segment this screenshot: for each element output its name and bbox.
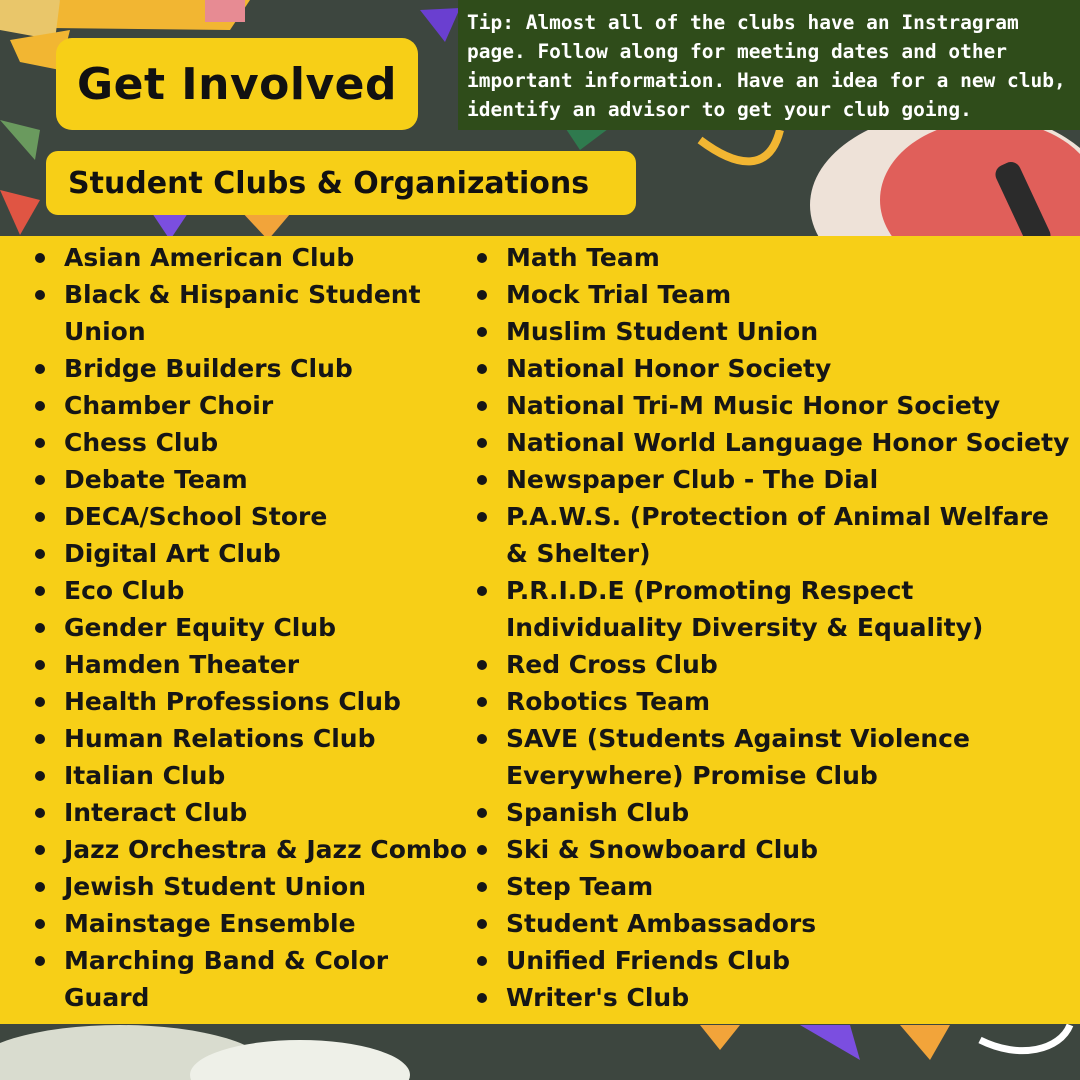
club-name-line: Italian Club [64, 761, 226, 790]
club-name-line: Ski & Snowboard Club [506, 835, 818, 864]
club-list-item [472, 276, 1072, 313]
club-list-item [30, 498, 470, 535]
title-banner [56, 38, 418, 130]
club-name-line: Writer's Club [506, 983, 690, 1012]
club-name-line: National Honor Society [506, 354, 832, 383]
club-name-line: Student Ambassadors [506, 909, 817, 938]
club-name-line: Gender Equity Club [64, 613, 337, 642]
club-list-item [30, 609, 470, 646]
club-name-line: Chamber Choir [64, 391, 274, 420]
club-list-item [30, 794, 470, 831]
club-name-line: Marching Band & Color [64, 946, 389, 975]
club-name-line: Individuality Diversity & Equality) [506, 613, 984, 642]
club-list-item [472, 831, 1072, 868]
clubs-list-right [472, 239, 1072, 1016]
clubs-list-panel [0, 236, 1080, 1024]
club-name-line: Hamden Theater [64, 650, 300, 679]
club-name-line: Spanish Club [506, 798, 690, 827]
subtitle-banner [46, 151, 636, 215]
club-name-line: Step Team [506, 872, 654, 901]
club-list-item [472, 683, 1072, 720]
club-name-line: Red Cross Club [506, 650, 718, 679]
club-name-line: National World Language Honor Society [506, 428, 1070, 457]
club-name-line: Math Team [506, 243, 660, 272]
club-name-line: Robotics Team [506, 687, 711, 716]
club-list-item [30, 276, 470, 350]
club-name-line: Muslim Student Union [506, 317, 819, 346]
club-name-line: Newspaper Club - The Dial [506, 465, 879, 494]
club-name-line: Guard [64, 983, 150, 1012]
club-list-item [472, 646, 1072, 683]
tip-box [458, 0, 1080, 130]
club-list-item [472, 905, 1072, 942]
club-list-item [472, 387, 1072, 424]
club-list-item [30, 720, 470, 757]
club-list-item [30, 461, 470, 498]
club-list-item [30, 535, 470, 572]
club-name-line: Human Relations Club [64, 724, 376, 753]
club-list-item [472, 350, 1072, 387]
club-name-line: National Tri-M Music Honor Society [506, 391, 1001, 420]
club-name-line: Unified Friends Club [506, 946, 790, 975]
club-name-line: Asian American Club [64, 243, 355, 272]
club-list-item [472, 498, 1072, 572]
club-list-item [472, 239, 1072, 276]
club-list-item [30, 350, 470, 387]
club-name-line: Black & Hispanic Student [64, 280, 421, 309]
club-list-item [30, 757, 470, 794]
club-list-item [30, 646, 470, 683]
club-name-line: Bridge Builders Club [64, 354, 353, 383]
club-list-item [472, 720, 1072, 794]
club-list-item [472, 313, 1072, 350]
club-list-item [30, 905, 470, 942]
club-list-item [472, 868, 1072, 905]
club-name-line: & Shelter) [506, 539, 651, 568]
club-name-line: Jewish Student Union [64, 872, 367, 901]
club-list-item [30, 239, 470, 276]
club-list-item [472, 461, 1072, 498]
club-name-line: P.A.W.S. (Protection of Animal Welfare [506, 502, 1049, 531]
club-name-line: Interact Club [64, 798, 248, 827]
club-name-line: SAVE (Students Against Violence [506, 724, 970, 753]
club-name-line: P.R.I.D.E (Promoting Respect [506, 576, 914, 605]
club-list-item [30, 572, 470, 609]
club-name-line: Digital Art Club [64, 539, 281, 568]
page-subtitle: Student Clubs & Organizations [68, 165, 590, 201]
club-name-line: Jazz Orchestra & Jazz Combo [64, 835, 467, 864]
club-list-item [30, 942, 470, 1016]
club-list-item [472, 572, 1072, 646]
club-name-line: Everywhere) Promise Club [506, 761, 878, 790]
club-name-line: Chess Club [64, 428, 219, 457]
club-name-line: DECA/School Store [64, 502, 328, 531]
club-list-item [472, 424, 1072, 461]
club-list-item [472, 794, 1072, 831]
club-list-item [30, 424, 470, 461]
club-name-line: Mock Trial Team [506, 280, 732, 309]
club-list-item [472, 942, 1072, 979]
club-name-line: Eco Club [64, 576, 185, 605]
club-name-line: Mainstage Ensemble [64, 909, 356, 938]
club-name-line: Health Professions Club [64, 687, 401, 716]
club-list-item [30, 868, 470, 905]
club-list-item [30, 831, 470, 868]
club-name-line: Union [64, 317, 146, 346]
club-list-item [472, 979, 1072, 1016]
club-list-item [30, 387, 470, 424]
club-list-item [30, 683, 470, 720]
page-title: Get Involved [76, 58, 397, 110]
clubs-list-left [30, 239, 470, 1016]
tip-text: Tip: Almost all of the clubs have an Instragram page. Follow along for meeting dates and other important information. Have an idea for a new club, identify an advisor to get your club going. [467, 11, 1066, 121]
club-name-line: Debate Team [64, 465, 248, 494]
